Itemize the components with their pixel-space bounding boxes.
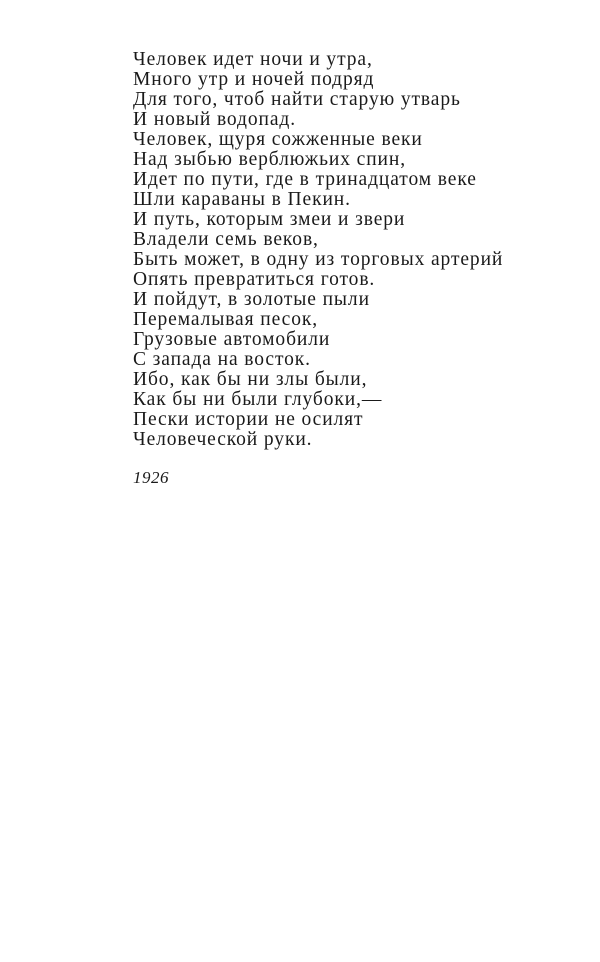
- poem-line: Человеческой руки.: [133, 429, 313, 450]
- poem-line: Как бы ни были глубоки,—: [133, 389, 383, 410]
- poem-line: Человек идет ночи и утра,: [133, 49, 373, 70]
- poem-line: Много утр и ночей подряд: [133, 69, 375, 90]
- poem-line: Перемалывая песок,: [133, 309, 318, 330]
- poem-text: [133, 50, 503, 450]
- poem-line: Человек, щуря сожженные веки: [133, 129, 423, 150]
- poem-line: Пески истории не осилят: [133, 409, 364, 430]
- poem-line: Шли караваны в Пекин.: [133, 189, 351, 210]
- poem-line: И новый водопад.: [133, 109, 296, 130]
- poem-line: С запада на восток.: [133, 349, 311, 370]
- poem-line: И путь, которым змеи и звери: [133, 209, 406, 230]
- poem-line: Для того, чтоб найти старую утварь: [133, 89, 461, 110]
- poem-line: Над зыбью верблюжьих спин,: [133, 149, 407, 170]
- poem-line: Идет по пути, где в тринадцатом веке: [133, 169, 477, 190]
- poem-date: 1926: [133, 468, 169, 487]
- poem-line: Ибо, как бы ни злы были,: [133, 369, 368, 390]
- poem-line: Быть может, в одну из торговых артерий: [133, 249, 504, 270]
- poem-line: Опять превратиться готов.: [133, 269, 376, 290]
- poem-line: И пойдут, в золотые пыли: [133, 289, 370, 310]
- poem-line: Грузовые автомобили: [133, 329, 331, 350]
- poem-line: Владели семь веков,: [133, 229, 319, 250]
